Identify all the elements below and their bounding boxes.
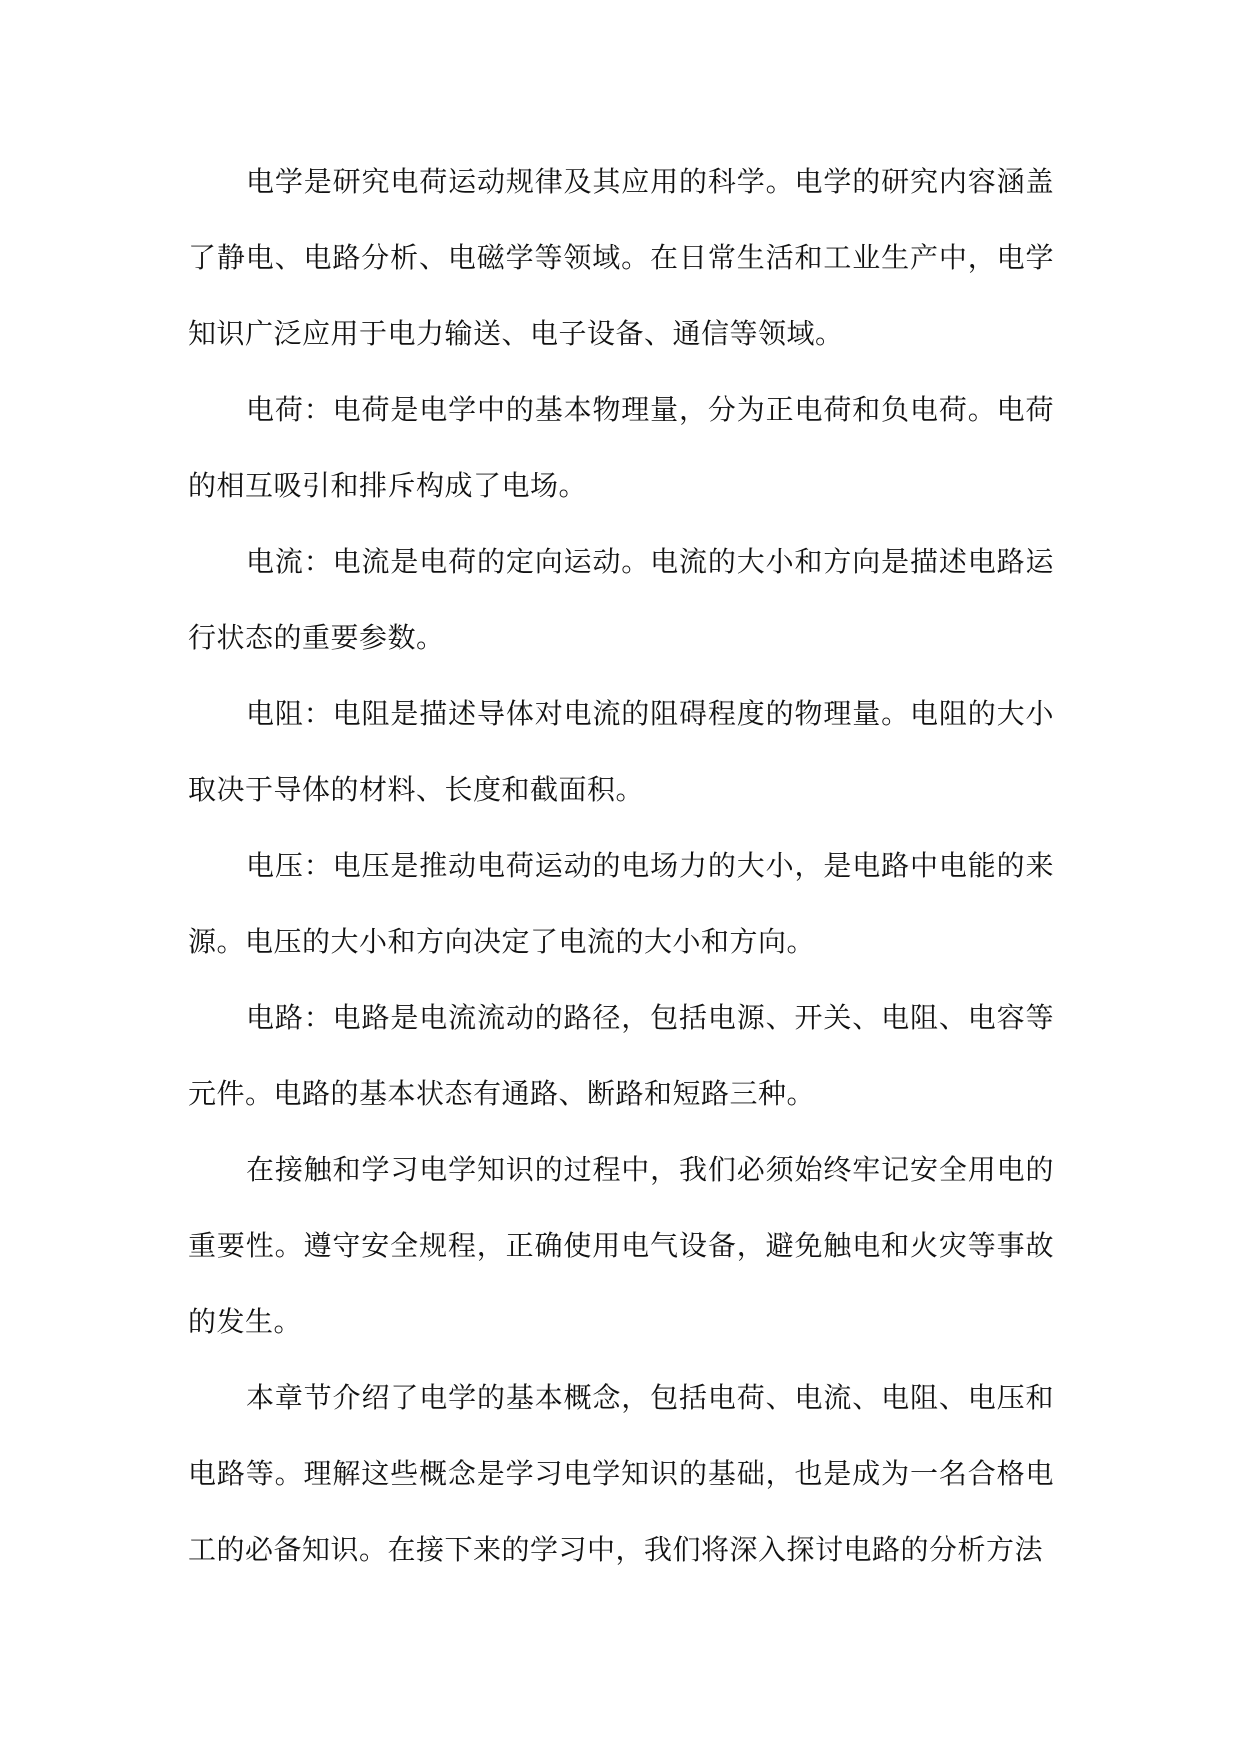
paragraph-voltage: 电压：电压是推动电荷运动的电场力的大小，是电路中电能的来源。电压的大小和方向决定了电流的大小和方向。 (188, 849, 1054, 958)
paragraph-summary: 本章节介绍了电学的基本概念，包括电荷、电流、电阻、电压和电路等。理解这些概念是学习电学知识的基础，也是成为一名合格电工的必备知识。在接下来的学习中，我们将深入探讨电路的分析方法 (188, 1381, 1054, 1566)
paragraph-intro: 电学是研究电荷运动规律及其应用的科学。电学的研究内容涵盖了静电、电路分析、电磁学等领域。在日常生活和工业生产中，电学知识广泛应用于电力输送、电子设备、通信等领域。 (188, 165, 1054, 350)
paragraph-current: 电流：电流是电荷的定向运动。电流的大小和方向是描述电路运行状态的重要参数。 (188, 545, 1054, 654)
paragraph-resistance: 电阻：电阻是描述导体对电流的阻碍程度的物理量。电阻的大小取决于导体的材料、长度和截面积。 (188, 697, 1054, 806)
paragraph-charge: 电荷：电荷是电学中的基本物理量，分为正电荷和负电荷。电荷的相互吸引和排斥构成了电场。 (188, 393, 1054, 502)
paragraph-circuit: 电路：电路是电流流动的路径，包括电源、开关、电阻、电容等元件。电路的基本状态有通路、断路和短路三种。 (188, 1001, 1054, 1110)
paragraph-safety: 在接触和学习电学知识的过程中，我们必须始终牢记安全用电的重要性。遵守安全规程，正确使用电气设备，避免触电和火灾等事故的发生。 (188, 1153, 1054, 1338)
document-body (188, 144, 1054, 1588)
